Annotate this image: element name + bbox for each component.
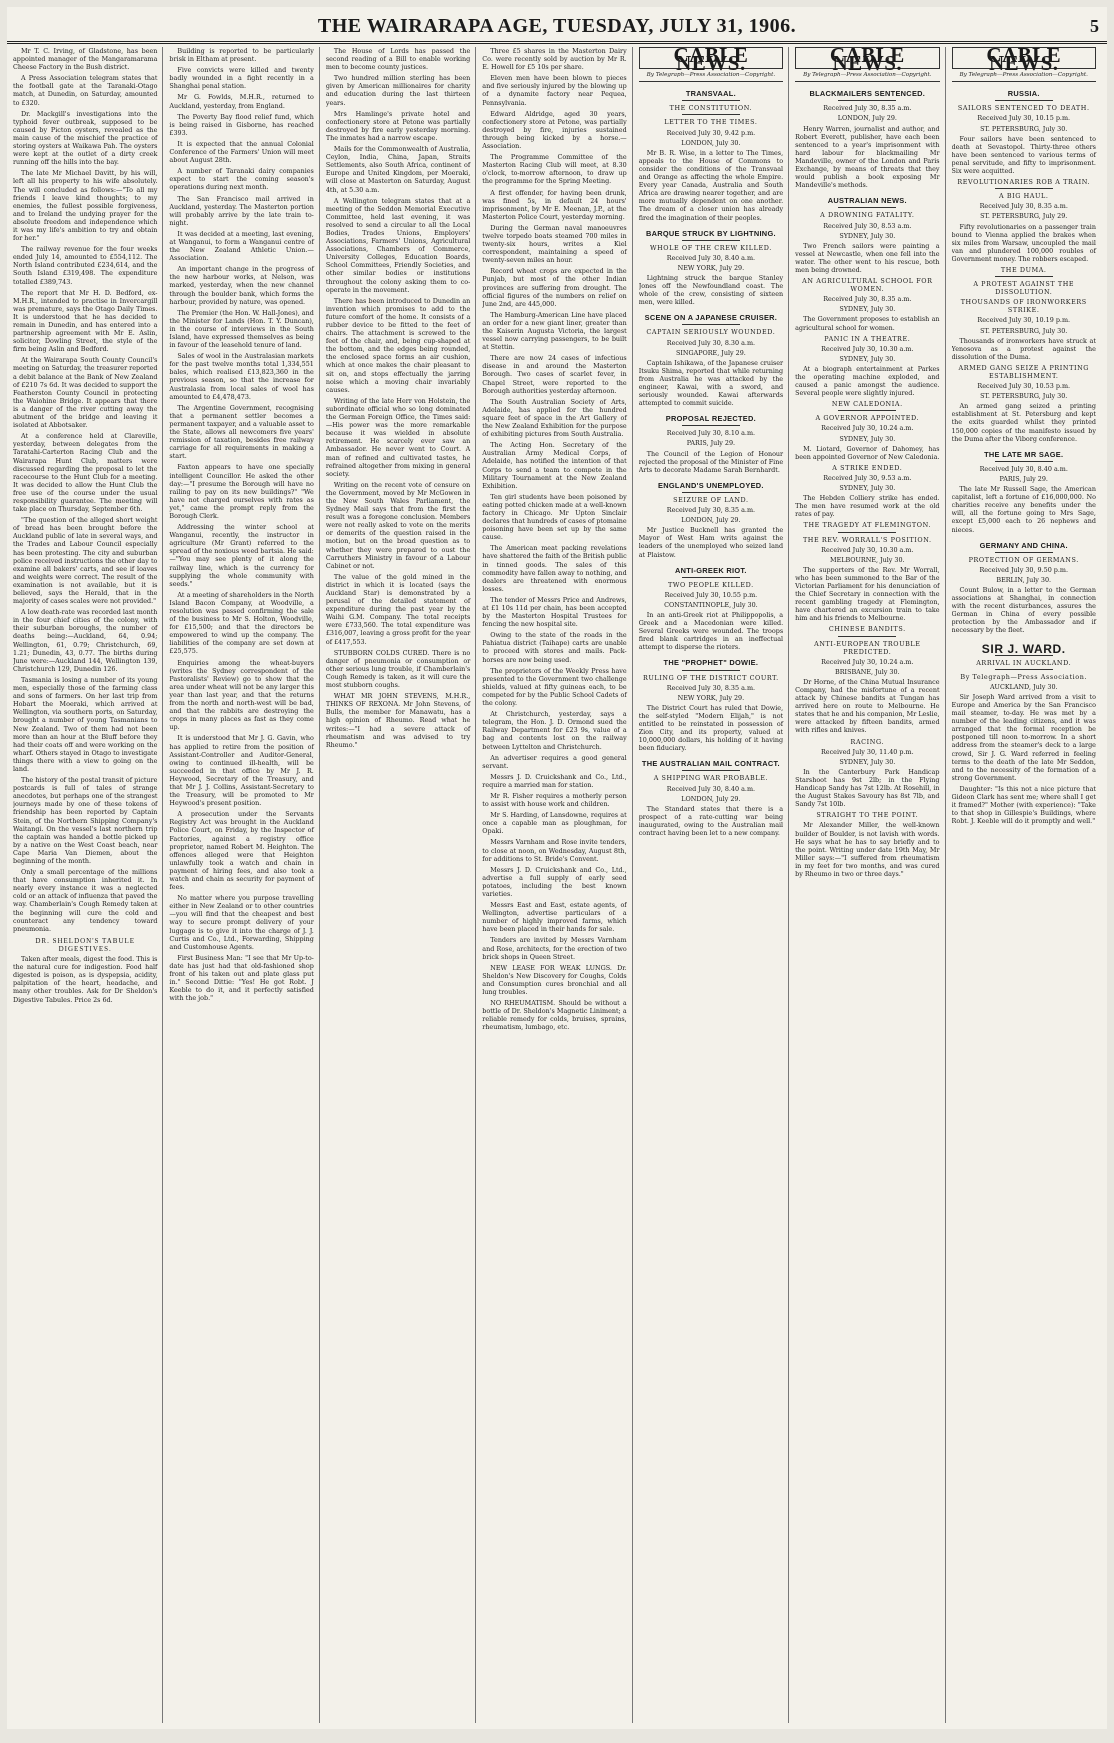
story-body: The Standard states that there is a prospect of a rate-cutting war being inaugurated, owing to the Australian mail contract having been let to a new company. bbox=[638, 804, 784, 838]
story-received: Received July 30, 10.24 a.m. bbox=[821, 657, 914, 666]
news-paragraph: A first offender, for having been drunk, was fined 5s, in default 24 hours' imprisonment, by Mr E. Meenan, J.P., at the Masterton Police Court, yesterday morning. bbox=[482, 188, 627, 221]
story-dateline: SYDNEY, July 30. bbox=[839, 305, 896, 314]
story-received: Received July 30, 8.40 a.m. bbox=[979, 464, 1068, 473]
story-subheading-2: A GOVERNOR APPOINTED. bbox=[815, 414, 920, 423]
news-paragraph: It is understood that Mr J. G. Gavin, who has applied to retire from the position of Assistant-Controller and Auditor-General, owing to continued ill-health, will be succeeded in that office by Mr J. R. Heywood, Secretary of the Treasury, and that Mr J. J. Collins, Assistant-Secretary to the Treasury, will be promoted to Mr Heywood's present position. bbox=[169, 734, 314, 808]
newspaper-page bbox=[7, 7, 1107, 1729]
story-subheading: THE DUMA. bbox=[1000, 265, 1047, 274]
cable-news-subheader: By Telegraph—Press Association—Copyright. bbox=[795, 71, 939, 82]
story-dateline: SYDNEY, July 30. bbox=[839, 484, 896, 493]
story-body: Mr Alexander Miller, the well-known builder of Boulder, is not lavish with words. He says what he has to say briefly and to the point. Writing under date 19th May, Mr Miller says:—"I suffered from rheumatism in my feet for two months, and was cured by Rheumo in two or three days." bbox=[795, 821, 940, 878]
column-4 bbox=[482, 47, 632, 1723]
story-subheading: WHOLE OF THE CREW KILLED. bbox=[649, 243, 772, 252]
column-3 bbox=[326, 47, 476, 1723]
cable-story bbox=[952, 451, 1096, 534]
story-subheading: CHINESE BANDITS. bbox=[828, 625, 906, 634]
cable-story bbox=[639, 659, 783, 752]
news-paragraph: The Premier (the Hon. W. Hall-Jones), and the Minister for Lands (Hon. T. Y. Duncan), in the course of interviews in the South Island, have expressed themselves as being in favour of the leasehold tenure of land. bbox=[169, 308, 314, 350]
cable-news-header: CABLE NEWS. bbox=[639, 47, 783, 69]
news-paragraph: The Argentine Government, recognising that a permanent settler becomes a permanent taxpayer, and a valuable asset to the State, allows all newcomers five years' remission of taxation, besides free railway carriage for all requirements in making a start. bbox=[169, 403, 314, 461]
news-paragraph: Writing on the recent vote of censure on the Government, moved by Mr McGowen in the New South Wales Parliament, the Sydney Mail says that from the first the result was a foregone conclusion. Members were not really asked to vote on the merits or demerits of the question raised in the motion, but on the broad question as to whether they were prepared to oust the Carruthers Ministry in favour of a Labour Cabinet or not. bbox=[325, 480, 471, 570]
story-subheading: THE TRAGEDY AT FLEMINGTON. bbox=[803, 521, 931, 530]
story-body: Mr Justice Bucknell has granted the Mayor of West Ham writs against the leaders of the unemployed who seized land at Plaistow. bbox=[638, 526, 784, 559]
story-received: Received July 30, 8.40 a.m. bbox=[666, 784, 756, 793]
news-paragraph: Sales of wool in the Australasian markets for the past twelve months total 1,334,551 bales, which realised £13,823,360 in the previous season, so that the increase for Australasia from local sales of wool has amounted to £4,478,473. bbox=[169, 352, 314, 401]
news-paragraph: The late Mr Michael Davitt, by his will, left all his property to his wife absolutely. The will concluded as follows:—"To all my friends I leave kind thoughts; to my enemies, the fullest possible forgiveness, and to Ireland the undying prayer for the absolute freedom and independence which it was my life's ambition to try and obtain for her." bbox=[13, 169, 158, 243]
cable-story bbox=[795, 738, 939, 809]
news-paragraph: Mr S. Harding, of Lansdowne, requires at once a capable man as ploughman, for Opaki. bbox=[482, 811, 627, 836]
news-paragraph: The Poverty Bay flood relief fund, which is being raised in Gisborne, has reached £393. bbox=[169, 112, 314, 137]
news-paragraph: It was decided at a meeting, last evening, at Wanganui, to form a Wanganui centre of the New Zealand Athletic Union.—Association. bbox=[169, 229, 314, 263]
cable-story bbox=[795, 335, 939, 398]
story-subheading-2: By Telegraph—Press Association. bbox=[960, 672, 1088, 681]
story-subheading: RULING OF THE DISTRICT COURT. bbox=[643, 673, 779, 682]
story-received: Received July 30, 9.53 a.m. bbox=[823, 473, 912, 482]
news-paragraph: The Hamburg-American Line have placed an order for a new giant liner, greater than the Kaiserin Augusta Victoria, the largest vessel now carrying passengers, to be built at Stettin. bbox=[482, 310, 627, 352]
page-number: 5 bbox=[1090, 16, 1099, 36]
story-heading: PROPOSAL REJECTED. bbox=[665, 414, 757, 424]
story-subheading: SAILORS SENTENCED TO DEATH. bbox=[957, 104, 1090, 113]
story-subheading: PANIC IN A THEATRE. bbox=[824, 334, 911, 343]
story-body: At a biograph entertainment at Parkes the operating machine exploded, and caused a panic amongst the audience. Several people were slightly injured. bbox=[795, 364, 940, 398]
story-rule bbox=[838, 100, 896, 101]
news-paragraph: At a meeting of shareholders in the North Island Bacon Company, at Woodville, a resolution was passed confirming the sale of the business to Mr S. Holton, Woodville, for £15,500; and that the directors be empowered to wind up the company. The liabilities of the company are set down at £25,575. bbox=[169, 590, 314, 656]
story-rule bbox=[682, 100, 740, 101]
news-paragraph: An advertiser requires a good general servant. bbox=[482, 753, 627, 770]
story-rule bbox=[995, 552, 1053, 553]
story-body: An armed gang seized a printing establishment at St. Petersburg and kept the exits guarded whilst they printed 150,000 copies of the manifesto issued by the Duma after the Viborg conference. bbox=[951, 402, 1096, 443]
story-body: M. Liotard, Governor of Dahomey, has been appointed Governor of New Caledonia. bbox=[795, 444, 940, 461]
story-body: The Hebden Colliery strike has ended. The men have resumed work at the old rates of pay. bbox=[795, 494, 940, 519]
story-rule bbox=[682, 577, 740, 578]
news-paragraph: Record wheat crops are expected in the Punjab, but most of the other Indian provinces are suffering from drought. The official figures of the numbers on relief on June 2nd, are 445,000. bbox=[482, 267, 627, 308]
story-dateline: BERLIN, July 30. bbox=[996, 575, 1052, 584]
story-rule bbox=[838, 636, 896, 637]
story-subheading: STRAIGHT TO THE POINT. bbox=[816, 811, 919, 820]
story-dateline: AUCKLAND, July 30. bbox=[989, 682, 1058, 691]
news-paragraph: The Programme Committee of the Masterton Racing Club will meet, at 8.30 o'clock, to-morrow afternoon, to draw up the programme for the Spring Meeting. bbox=[482, 153, 627, 186]
masthead bbox=[7, 7, 1107, 44]
news-paragraph: The history of the postal transit of picture postcards is full of tales of strange anecdotes, but perhaps one of the strangest journeys made by one of these tokens of friendship has been reported by Captain Stein, of the Northern Shipping Company's Waitangi. On the vessel's last northern trip the captain was handed a bottle picked up by a native on the West Coast beach, near Cape Maria Van Diemen, about the beginning of the month. bbox=[13, 776, 158, 865]
column-2 bbox=[169, 47, 319, 1723]
story-rule bbox=[995, 276, 1053, 277]
story-rule bbox=[682, 324, 740, 325]
story-received: Received July 30, 8.35 a.m. bbox=[666, 683, 756, 692]
news-paragraph: Mr T. C. Irving, of Gladstone, has been appointed manager of the Mangaramarama Cheese Factory in the Bush district. bbox=[13, 47, 158, 72]
story-dateline: LONDON, July 30. bbox=[681, 138, 741, 147]
story-subheading-2: A BIG HAUL. bbox=[999, 192, 1049, 201]
story-dateline: SYDNEY, July 30. bbox=[839, 231, 896, 240]
news-paragraph: "The question of the alleged short weight of bread has been brought before the Auckland public of late in several ways, and the Trades and Labour Council especially has been protesting. The city and suburban police received instructions the other day to examine all bakers' carts, and see if loaves and weights were correct. The result of the examination is not available, but it is believed, says the Herald, that in the majority of cases scales were not provided." bbox=[13, 516, 158, 606]
story-dateline: LONDON, July 29. bbox=[681, 794, 741, 803]
story-body: In the Canterbury Park Handicap Starshoot has 9st 2lb; in the Flying Handicap Sandy has 7st 12lb. At Rosehill, in the August Stakes Savoury has 8st 7lb, and Sandy 7st 10lb. bbox=[795, 767, 940, 809]
news-paragraph: An important change in the progress of the new harbour works, at Nelson, was marked, yesterday, when the new channel through the boulder bank, which forms the harbour, provided by nature, was opened. bbox=[169, 265, 314, 306]
news-paragraph: A number of Taranaki dairy companies expect to start the coming season's operations during next month. bbox=[169, 167, 314, 192]
cable-news-header: CABLE NEWS. bbox=[795, 47, 939, 69]
story-dateline: NEW YORK, July 29. bbox=[677, 263, 745, 272]
story-received: Received July 30, 8.10 a.m. bbox=[666, 429, 756, 438]
story-received: Received July 30, 9.50 p.m. bbox=[979, 565, 1069, 574]
news-paragraph: WHAT MR JOHN STEVENS, M.H.R., THINKS OF REXONA. Mr John Stevens, of Bulls, the member for Manawatu, has a high opinion of Rheumo. Read what he writes:—"I had a severe attack of rheumatism and was advised to try Rheumo." bbox=[325, 692, 471, 749]
news-paragraph: It is expected that the annual Colonial Conference of the Farmers' Union will meet about August 28th. bbox=[169, 139, 314, 165]
story-subheading-2: ANTI-EUROPEAN TROUBLE PREDICTED. bbox=[814, 639, 921, 656]
story-dateline: SYDNEY, July 30. bbox=[839, 354, 896, 363]
story-dateline: ST. PETERSBURG, July 30. bbox=[980, 124, 1068, 133]
cable-story bbox=[952, 785, 1096, 825]
news-paragraph: At the Wairarapa South County Council's meeting on Saturday, the treasurer reported a debit balance at the Bank of New Zealand of £210 7s 6d. It was decided to support the Featherston County Council in protecting the Waiohine Bridge. It appears that there is a danger of the river cutting away the abutment of the bridge and leaving it isolated at Abbotsaker. bbox=[13, 356, 158, 430]
news-paragraph: There has been introduced to Dunedin an invention which promises to add to the future comfort of the home. It consists of a rubber device to be fitted to the feet of chairs. The attachment is screwed to the feet of the chair, and, being cup-shaped at the bottom, and the edges being rounded, the enclosed space forms an air cushion, which at once makes the chair pleasant to sit on, and stops effectually the jarring noise which a moving chair invariably causes. bbox=[325, 296, 471, 394]
story-dateline: PARIS, July 29. bbox=[999, 474, 1048, 483]
ad-text: Taken after meals, digest the food. This is the natural cure for indigestion. Food half digested is poison, as is dyspepsia, acidity, palpitation of the heart, headache, and many other troubles. Ask for Dr Sheldon's Digestive Tabules. Price 2s 6d. bbox=[13, 955, 158, 1004]
news-paragraph: Messrs J. D. Cruickshank and Co., Ltd., advertise a full supply of early seed potatoes, including the best known varieties. bbox=[482, 865, 627, 898]
news-paragraph: Eleven men have been blown to pieces and five seriously injured by the blowing up of a dynamite factory near Pequea, Pennsylvania. bbox=[482, 74, 627, 107]
story-received: Received July 30, 8.53 a.m. bbox=[823, 221, 912, 230]
news-paragraph: Enquiries among the wheat-buyers (writes the Sydney correspondent of the Pastoralists' Review) go to show that the area under wheat will not be any larger this year than last year, and that the returns from the north and north-west will be bad, and that the rabbits are destroying the crops in many places as fast as they come up. bbox=[169, 658, 314, 732]
story-dateline: ST. PETERSBURG, July 29. bbox=[980, 212, 1068, 221]
news-paragraph: Tenders are invited by Messrs Varnham and Rose, architects, for the erection of two brick shops in Queen Street. bbox=[482, 936, 627, 961]
story-subheading: CAPTAIN SERIOUSLY WOUNDED. bbox=[646, 328, 776, 337]
news-paragraph: A low death-rate was recorded last month in the four chief cities of the colony, with their suburban boroughs, the number of deaths being:—Auckland, 64, 0.94; Wellington, 61, 0.79; Christchurch, 69, 1.21; Dunedin, 43, 0.77. The births during June were:—Auckland 144, Wellington 139, Christchurch 129, Dunedin 126. bbox=[13, 608, 158, 673]
story-received: Received July 30, 8.40 a.m. bbox=[666, 253, 756, 262]
cable-story bbox=[795, 464, 939, 519]
cable-story bbox=[795, 400, 939, 461]
story-subheading: AN AGRICULTURAL SCHOOL FOR WOMEN. bbox=[802, 277, 933, 294]
cable-story bbox=[952, 266, 1096, 296]
story-received: Received July 30, 8.35 a.m. bbox=[979, 202, 1068, 211]
news-paragraph: Messrs J. D. Cruickshank and Co., Ltd., require a married man for station. bbox=[482, 772, 627, 789]
news-paragraph: STUBBORN COLDS CURED. There is no danger of pneumonia or consumption or other serious lung trouble, if Chamberlain's Cough Remedy is taken, as it will cure the most stubborn coughs. bbox=[325, 648, 471, 690]
story-received: Received July 30, 10.30 a.m. bbox=[821, 344, 914, 353]
story-body: Daughter: "Is this not a nice picture that Gideon Clark has sent me; where shall I get it framed?" Mother (with experience): "Take to that shop in Gillespie's Buildings, where Robt. J. Keeble will do it promptly and well." bbox=[951, 784, 1096, 826]
story-subheading: NEW CALEDONIA. bbox=[831, 400, 903, 409]
story-received: Received July 30, 10.24 a.m. bbox=[821, 424, 914, 433]
cable-column-1 bbox=[639, 47, 789, 1723]
cable-news-subheader: By Telegraph—Press Association—Copyright. bbox=[952, 71, 1096, 82]
story-dateline: LONDON, July 29. bbox=[681, 516, 741, 525]
story-body: The Council of the Legion of Honour rejected the proposal of the Minister of Fine Arts to decorate Madame Sarah Bernhardt. bbox=[638, 449, 784, 474]
cable-story bbox=[795, 625, 939, 734]
story-rule bbox=[838, 410, 896, 411]
story-subheading: SEIZURE OF LAND. bbox=[673, 495, 749, 504]
news-paragraph: Mr R. Fisher requires a motherly person to assist with house work and children. bbox=[482, 791, 627, 809]
cable-story bbox=[952, 90, 1096, 175]
story-body: In an anti-Greek riot at Philippopolis, a Greek and a Macedonian were killed. Several Greeks were wounded. The troops fired blank cartridges in an ineffectual attempt to disperse the rioters. bbox=[638, 610, 784, 652]
story-subheading-2: LETTER TO THE TIMES. bbox=[664, 118, 758, 127]
news-paragraph: No matter where you purpose travelling either in New Zealand or to other countries—you will find that the cheapest and best way to secure prompt delivery of your luggage is to give it into the charge of J. J. Curtis and Co., Ltd., Forwarding, Shipping and Customhouse Agents. bbox=[169, 894, 314, 951]
story-rule bbox=[682, 240, 740, 241]
story-rule bbox=[682, 770, 740, 771]
story-subheading: ARMED GANG SEIZE A PRINTING ESTABLISHMENT. bbox=[958, 363, 1089, 380]
news-paragraph: At a conference held at Clareville, yesterday, between delegates from the Taratahi-Carterton Racing Club and the Wairarapa Hunt Club, matters were discussed regarding the proposal to let the racecourse to the Hunt Club for a meeting. It was decided to allow the Hunt Club the free use of the course under the usual responsibility guarantee. The meeting will take place on Thursday, September 6th. bbox=[13, 432, 158, 514]
story-dateline: LONDON, July 29. bbox=[837, 114, 897, 123]
cable-story bbox=[639, 90, 783, 221]
story-subheading: THE CONSTITUTION. bbox=[669, 104, 753, 113]
cable-story bbox=[951, 641, 1096, 782]
story-subheading-2: THE REV. WORRALL'S POSITION. bbox=[802, 535, 932, 544]
story-heading: ANTI-GREEK RIOT. bbox=[675, 565, 747, 575]
news-paragraph: A Wellington telegram states that at a meeting of the Seddon Memorial Executive Committee, held last evening, it was resolved to send a circular to all the Local Bodies, Trades Unions, Employers' Associations, Farmers' Unions, Agricultural Associations, Chambers of Commerce, University Colleges, Education Boards, School Committees, Friendly Societies, and other similar bodies or institutions throughout the colony asking them to co-operate in the movement. bbox=[325, 196, 471, 294]
cable-story bbox=[795, 197, 939, 274]
story-subheading: PROTECTION OF GERMANS. bbox=[968, 555, 1079, 564]
story-body: Two French sailors were painting a vessel at Newcastle, when one fell into the water. The other went to his rescue, both men being drowned. bbox=[795, 241, 940, 274]
news-paragraph: Mrs Hamlinge's private hotel and confectionery store at Petone was partially destroyed by fire early yesterday morning. The inmates had a narrow escape. bbox=[325, 109, 471, 142]
cable-story bbox=[795, 521, 939, 622]
story-rule bbox=[838, 207, 896, 208]
news-paragraph: The San Francisco mail arrived in Auckland, yesterday. The Masterton portion will probably arrive by the late train to-night. bbox=[169, 194, 314, 227]
news-paragraph: Messrs Varnham and Rose invite tenders, to close at noon, on Wednesday, August 8th, for additions to St. Bride's Convent. bbox=[482, 838, 627, 863]
news-paragraph: The Acting Hon. Secretary of the Australian Army Medical Corps, of Adelaide, has notified the intention of that Corps to send a team to compete in the Military Tournament at the New Zealand Exhibition. bbox=[482, 441, 627, 490]
story-subheading: A DROWNING FATALITY. bbox=[820, 211, 915, 220]
story-rule bbox=[682, 114, 740, 115]
cable-story bbox=[952, 178, 1096, 263]
story-heading: ENGLAND'S UNEMPLOYED. bbox=[658, 480, 764, 490]
story-subheading: REVOLUTIONARIES ROB A TRAIN. bbox=[957, 178, 1091, 187]
story-body: Henry Warren, journalist and author, and Robert Everett, publisher, have each been sentenced to a year's imprisonment with hard labour for blackmailing Mr Mandeville, owner of the London and Paris Exchange, by means of threats that they would publish a book exposing Mr Mandeville's methods. bbox=[795, 124, 940, 190]
cable-news-subheader: By Telegraph—Press Association—Copyright. bbox=[639, 71, 783, 82]
news-paragraph: NEW LEASE FOR WEAK LUNGS. Dr. Sheldon's New Discovery for Coughs, Colds and Consumption cures bronchial and all lung troubles. bbox=[482, 963, 627, 997]
ad-heading: DR. SHELDON'S TABULE DIGESTIVES. bbox=[35, 936, 136, 953]
news-paragraph: Mails for the Commonwealth of Australia, Ceylon, India, China, Japan, Straits Settlements, also South Africa, continent of Europe and United Kingdom, per Moeraki, will close at Masterton on Saturday, August 4th, at 5.30 a.m. bbox=[325, 145, 471, 194]
news-paragraph: Messrs East and East, estate agents, of Wellington, advertise particulars of a number of highly improved farms, which have been placed in their hands for sale. bbox=[482, 901, 627, 934]
news-paragraph: Edward Aldridge, aged 30 years, confectionery store at Petone, was partially destroyed by fire, injuries sustained through being kicked by a horse.—Association. bbox=[482, 109, 627, 151]
story-subheading: A SHIPPING WAR PROBABLE. bbox=[653, 774, 769, 783]
story-dateline: BRISBANE, July 30. bbox=[835, 667, 900, 676]
story-heading: TRANSVAAL. bbox=[685, 89, 736, 99]
news-paragraph: Two hundred million sterling has been given by American millionaires for charity and education during the last thirteen years. bbox=[325, 74, 471, 107]
story-received: Received July 30, 10.53 p.m. bbox=[977, 382, 1071, 391]
story-subheading: RACING. bbox=[850, 737, 885, 746]
story-rule bbox=[838, 532, 896, 533]
cable-story bbox=[795, 90, 939, 189]
story-body: Dr Horne, of the China Mutual Insurance Company, had the misfortune of a recent attack by Chinese bandits at Tungan has arrived here on route to Melbourne. He states that he and his companion, Mr Leslie, were attacked by fifteen bandits, armed with rifles and knives. bbox=[795, 677, 940, 735]
story-rule bbox=[995, 100, 1053, 101]
story-heading: SCENE ON A JAPANESE CRUISER. bbox=[644, 313, 778, 323]
news-paragraph: Faxton appears to have one specially intelligent Councillor. He asked the other day:—"I presume the Borough will have no railing to pay on its new buildings?" "We have not charged ourselves with rates as yet," came the prompt reply from the Borough Clerk. bbox=[169, 463, 314, 520]
story-heading: AUSTRALIAN NEWS. bbox=[827, 196, 907, 206]
news-paragraph: NO RHEUMATISM. Should be without a bottle of Dr. Sheldon's Magnetic Liniment; a reliable remedy for colds, bruises, sprains, rheumatism, lumbago, etc. bbox=[482, 999, 627, 1032]
story-dateline: NEW YORK, July 29. bbox=[677, 693, 745, 702]
story-heading: THE AUSTRALIAN MAIL CONTRACT. bbox=[641, 759, 780, 769]
story-received: Received July 30, 10.19 p.m. bbox=[977, 316, 1071, 325]
story-subheading: THOUSANDS OF IRONWORKERS STRIKE. bbox=[960, 298, 1087, 315]
story-rule bbox=[682, 425, 740, 426]
story-heading: BLACKMAILERS SENTENCED. bbox=[809, 89, 926, 99]
news-paragraph: A prosecution under the Servants Registry Act was brought in the Auckland Police Court, on Friday, by the Inspector of Factories, against a registry office proprietor, named Robert M. Heighton. The offences alleged were that Heighton unlawfully took a watch and chain in payment of hiring fees, and also took a watch and chain as security for payment of fees. bbox=[169, 810, 314, 892]
cable-story bbox=[795, 277, 939, 332]
story-heading: THE "PROPHET" DOWIE. bbox=[663, 658, 759, 668]
story-body: The supporters of the Rev. Mr Worrall, who has been summoned to the Bar of the Victorian Parliament for his denunciation of the Chief Secretary in connection with the recent gambling tragedy at Flemington, have chartered an excursion train to take him and his friends to Melbourne. bbox=[795, 565, 940, 623]
news-paragraph: At Christchurch, yesterday, says a telegram, the Hon. J. D. Ormond sued the Railway Department for £23 9s, value of a bag and contents lost on the railway between Lyttelton and Christchurch. bbox=[482, 710, 627, 751]
news-paragraph: The South Australian Society of Arts, Adelaide, has applied for the hundred square feet of space in the Art Gallery of the New Zealand Exhibition for the purpose of exhibiting pictures from South Australia. bbox=[482, 397, 627, 439]
story-heading: SIR J. WARD. bbox=[981, 641, 1066, 656]
story-received: Received July 30, 9.42 p.m. bbox=[666, 128, 756, 137]
cable-story bbox=[639, 482, 783, 559]
story-rule bbox=[682, 670, 740, 671]
cable-news-header: CABLE NEWS. bbox=[952, 47, 1096, 69]
story-body: The District Court has ruled that Dowie, the self-styled "Modern Elijah," is not entitled to be reinstated in possession of Zion City, and its property, valued at 10,000,000 dollars, his holding of it having been fiduciary. bbox=[638, 703, 784, 753]
story-dateline: SYDNEY, July 30. bbox=[839, 757, 896, 766]
story-dateline: CONSTANTINOPLE, July 30. bbox=[664, 600, 758, 609]
story-dateline: ST. PETERSBURG, July 30. bbox=[980, 326, 1068, 335]
story-rule bbox=[682, 492, 740, 493]
column-1 bbox=[13, 47, 163, 1723]
news-paragraph: Only a small percentage of the millions that have consumption inherited it. In nearly every instance it was a neglected cold or an attack of influenza that paved the way. Chamberlain's Cough Remedy taken at the beginning will cure the cold and counteract any tendency toward pneumonia. bbox=[13, 868, 158, 933]
news-paragraph: Ten girl students have been poisoned by eating potted chicken made at a well-known factory in Chicago. Mr Upton Sinclair declares that hundreds of cases of ptomaine poisoning have been set up by the same cause. bbox=[482, 492, 627, 542]
news-paragraph: Owing to the state of the roads in the Pahiatua district (Taihape) carts are unable to proceed with stores and mails. Pack-horses are now being used. bbox=[482, 631, 627, 664]
story-subheading-2: A PROTEST AGAINST THE DISSOLUTION. bbox=[973, 280, 1075, 297]
news-paragraph: The proprietors of the Weekly Press have presented to the Government two challenge shields, valued at fifty guineas each, to be competed for by the Public School Cadets of the colony. bbox=[482, 666, 627, 708]
news-paragraph: Dr. Mackgill's investigations into the typhoid fever outbreak, supposed to be caused by Picton oysters, revealed as the main cause of the mischief the practice of storing oysters at Waikawa Pah. The oysters were kept at the outlet of a dirty creek running off the hills into the bay. bbox=[13, 109, 158, 167]
story-body: Thousands of ironworkers have struck at Yenosova as a protest against the dissolution of the Duma. bbox=[951, 336, 1096, 361]
news-paragraph: The railway revenue for the four weeks ended July 14, amounted to £554,112. The North Island contributed £234,614, and the South Island £319,498. The expenditure totalled £389,743. bbox=[13, 245, 158, 286]
cable-story bbox=[952, 364, 1096, 443]
cable-story bbox=[639, 230, 783, 307]
story-received: Received July 30, 8.35 a.m. bbox=[666, 506, 756, 515]
news-paragraph: The American meat packing revelations have shattered the faith of the British public in tinned goods. The sales of this commodity have fallen away to nothing, and dealers are threatened with enormous losses. bbox=[482, 544, 627, 593]
news-paragraph: Writing of the late Herr von Holstein, the subordinate official who so long dominated the German Foreign Office, the Times said:—His power was the more remarkable because it was wielded in absolute retirement. He scarcely ever saw an Ambassador. He never went to Court. A man of refined and cultivated tastes, he refrained altogether from mixing in general society. bbox=[325, 396, 471, 478]
story-body: Fifty revolutionaries on a passenger train bound to Vienna applied the brakes when six miles from Warsaw, uncoupled the mail van and plundered 100,000 roubles of Government money. The robbers escaped. bbox=[951, 222, 1096, 263]
story-subheading: A STRIKE ENDED. bbox=[832, 463, 903, 472]
story-body: Sir Joseph Ward arrived from a visit to Europe and America by the San Francisco mail steamer, to-day. He was met by a number of the leading citizens, and it was arranged that the formal reception be postponed till noon to-morrow. In a short address from the steamer's deck to a large crowd, Sir J. G. Ward referred in feeling terms to the death of the late Mr Seddon, and to the necessity of the formation of a strong Government. bbox=[951, 692, 1096, 782]
story-received: Received July 30, 10.55 p.m. bbox=[664, 590, 758, 599]
story-subheading: ARRIVAL IN AUCKLAND. bbox=[976, 658, 1072, 667]
cable-story bbox=[952, 298, 1096, 361]
story-dateline: ST. PETERSBURG, July 30. bbox=[980, 392, 1068, 401]
story-rule bbox=[995, 188, 1053, 189]
news-paragraph: Five convicts were killed and twenty badly wounded in a fight recently in a Shanghai penal station. bbox=[169, 66, 314, 91]
story-body: Lightning struck the barque Stanley Jones off the Newfoundland coast. The whole of the crew, consisting of sixteen men, were killed. bbox=[638, 273, 784, 307]
story-received: Received July 30, 11.40 p.m. bbox=[821, 747, 914, 756]
cable-story bbox=[639, 314, 783, 407]
story-dateline: SINGAPORE, July 29. bbox=[675, 348, 746, 357]
news-paragraph: A Press Association telegram states that the football gate at the Taranaki-Otago match, at Dunedin, on Saturday, amounted to £320. bbox=[13, 74, 158, 107]
news-paragraph: The report that Mr H. D. Bedford, ex-M.H.R., intended to practise in Invercargill was premature, says the Otago Daily Times. It is understood that he has decided to remain in Dunedin, and has entered into a partnership agreement with Mr E. Aslin, solicitor, Dowling Street, the style of the firm being Aslin and Bedford. bbox=[13, 288, 158, 354]
story-received: Received July 30, 8.30 a.m. bbox=[666, 338, 756, 347]
story-body: Mr B. R. Wise, in a letter to The Times, appeals to the House of Commons to consider the conditions of the Transvaal and Orange as affecting the whole Empire. Every year Canada, Australia and South Africa are drawing nearer together, and are more mutually dependent on one another. The dream of a closer union has already fired the imagination of their peoples. bbox=[638, 148, 784, 222]
story-body: Four sailors have been sentenced to death at Sevastopol. Thirty-three others have been sentenced to various terms of penal servitude, and fifty to imprisonment. Six were acquitted. bbox=[951, 134, 1096, 176]
story-dateline: SYDNEY, July 30. bbox=[839, 434, 896, 443]
story-rule bbox=[995, 669, 1053, 670]
story-body: The late Mr Russell Sage, the American capitalist, left a fortune of £16,000,000. No charities receive any benefits under the will, all the fortune going to Mrs Sage, except £5,000 each to 26 nephews and nieces. bbox=[951, 485, 1096, 534]
news-paragraph: The House of Lords has passed the second reading of a Bill to enable working men to become county justices. bbox=[325, 47, 471, 72]
news-paragraph: Mr G. Fowlds, M.H.R., returned to Auckland, yesterday, from England. bbox=[169, 93, 314, 110]
columns-container bbox=[13, 47, 1101, 1723]
news-paragraph: Three £5 shares in the Masterton Dairy Co. were recently sold by auction by Mr R. E. Howell for £5 10s per share. bbox=[482, 47, 627, 72]
story-rule bbox=[995, 461, 1053, 462]
story-dateline: MELBOURNE, July 30. bbox=[830, 555, 905, 564]
cable-story bbox=[952, 542, 1096, 635]
news-paragraph: The tender of Messrs Price and Andrews, at £1 10s 11d per chain, has been accepted by the Masterton Hospital Trustees for fencing the new hospital site. bbox=[482, 595, 627, 629]
story-heading: THE LATE MR SAGE. bbox=[984, 449, 1064, 459]
cable-column-2 bbox=[795, 47, 945, 1723]
cable-story bbox=[639, 760, 783, 837]
story-heading: BARQUE STRUCK BY LIGHTNING. bbox=[645, 228, 776, 238]
story-body: Captain Ishikawa, of the Japanese cruiser Itsuku Shima, reported that while returning from Australia he was attacked by the engineer, Kawai, with a sword, and seriously wounded. Kawai afterwards attempted to commit suicide. bbox=[638, 358, 784, 408]
masthead-title: THE WAIRARAPA AGE, TUESDAY, JULY 31, 1906. bbox=[317, 15, 797, 37]
cable-story bbox=[795, 811, 939, 878]
news-paragraph: The value of the gold mined in the district in which it is located (says the Auckland Star) is demonstrated by a perusal of the detailed statement of expenditure during the past year by the Waihi G.M. Company. The total receipts were £733,560. The total expenditure was £316,007, leaving a gross profit for the year of £417,553. bbox=[325, 572, 471, 646]
story-received: Received July 30, 10.30 a.m. bbox=[821, 545, 914, 554]
news-paragraph: During the German naval manoeuvres twelve torpedo boats steamed 700 miles in twenty-six hours, writes a Kiel correspondent, maintaining a speed of twenty-seven miles an hour. bbox=[482, 223, 627, 265]
cable-story bbox=[639, 567, 783, 652]
news-paragraph: There are now 24 cases of infectious disease in and around the Masterton Borough. Two cases of scarlet fever, in Chapel Street, were reported to the Borough authorities yesterday afternoon. bbox=[482, 354, 627, 395]
story-received: Received July 30, 8.35 a.m. bbox=[823, 104, 912, 113]
story-body: Count Bulow, in a letter to the German associations at Shanghai, in connection with the recent disturbances, assures the German in China of every possible protection by the Ambassador and if necessary by the fleet. bbox=[951, 585, 1096, 635]
news-paragraph: Building is reported to be particularly brisk in Eltham at present. bbox=[169, 47, 314, 64]
cable-story bbox=[639, 415, 783, 474]
news-paragraph: Addressing the winter school at Wanganui, recently, the instructor in agriculture (Mr Grant) referred to the spread of the noxious weed bartsia. He said:—"You may see plenty of it along the railway line, which is the currency for supplying the whole community with seeds." bbox=[169, 523, 314, 588]
story-received: Received July 30, 8.35 a.m. bbox=[823, 295, 912, 304]
story-dateline: PARIS, July 29. bbox=[686, 439, 736, 448]
story-subheading: TWO PEOPLE KILLED. bbox=[668, 580, 754, 589]
story-received: Received July 30, 10.15 p.m. bbox=[977, 114, 1071, 123]
story-heading: GERMANY AND CHINA. bbox=[979, 540, 1068, 550]
news-paragraph: First Business Man: "I see that Mr Up-to-date has just had that old-fashioned shop front of his taken out and plate glass put in." Second Dittie: "Yes! He got Robt. J Keeble to do it, and it perfectly satisfied with the job." bbox=[169, 953, 314, 1003]
news-paragraph: Tasmania is losing a number of its young men, especially those of the farming class and sons of farmers. On her last trip from Hobart the Moeraki, which arrived at Wellington, via southern ports, on Saturday, brought a number of young Tasmanians to New Zealand. Two of them had not been more than an hour at the Bluff before they had their coats off and were working on the wharf. Others stayed in Otago to investigate things there with a view to going on the land. bbox=[13, 675, 158, 773]
story-heading: RUSSIA. bbox=[1007, 89, 1040, 99]
cable-column-3 bbox=[952, 47, 1101, 1723]
story-body: The Government proposes to establish an agricultural school for women. bbox=[795, 315, 940, 332]
